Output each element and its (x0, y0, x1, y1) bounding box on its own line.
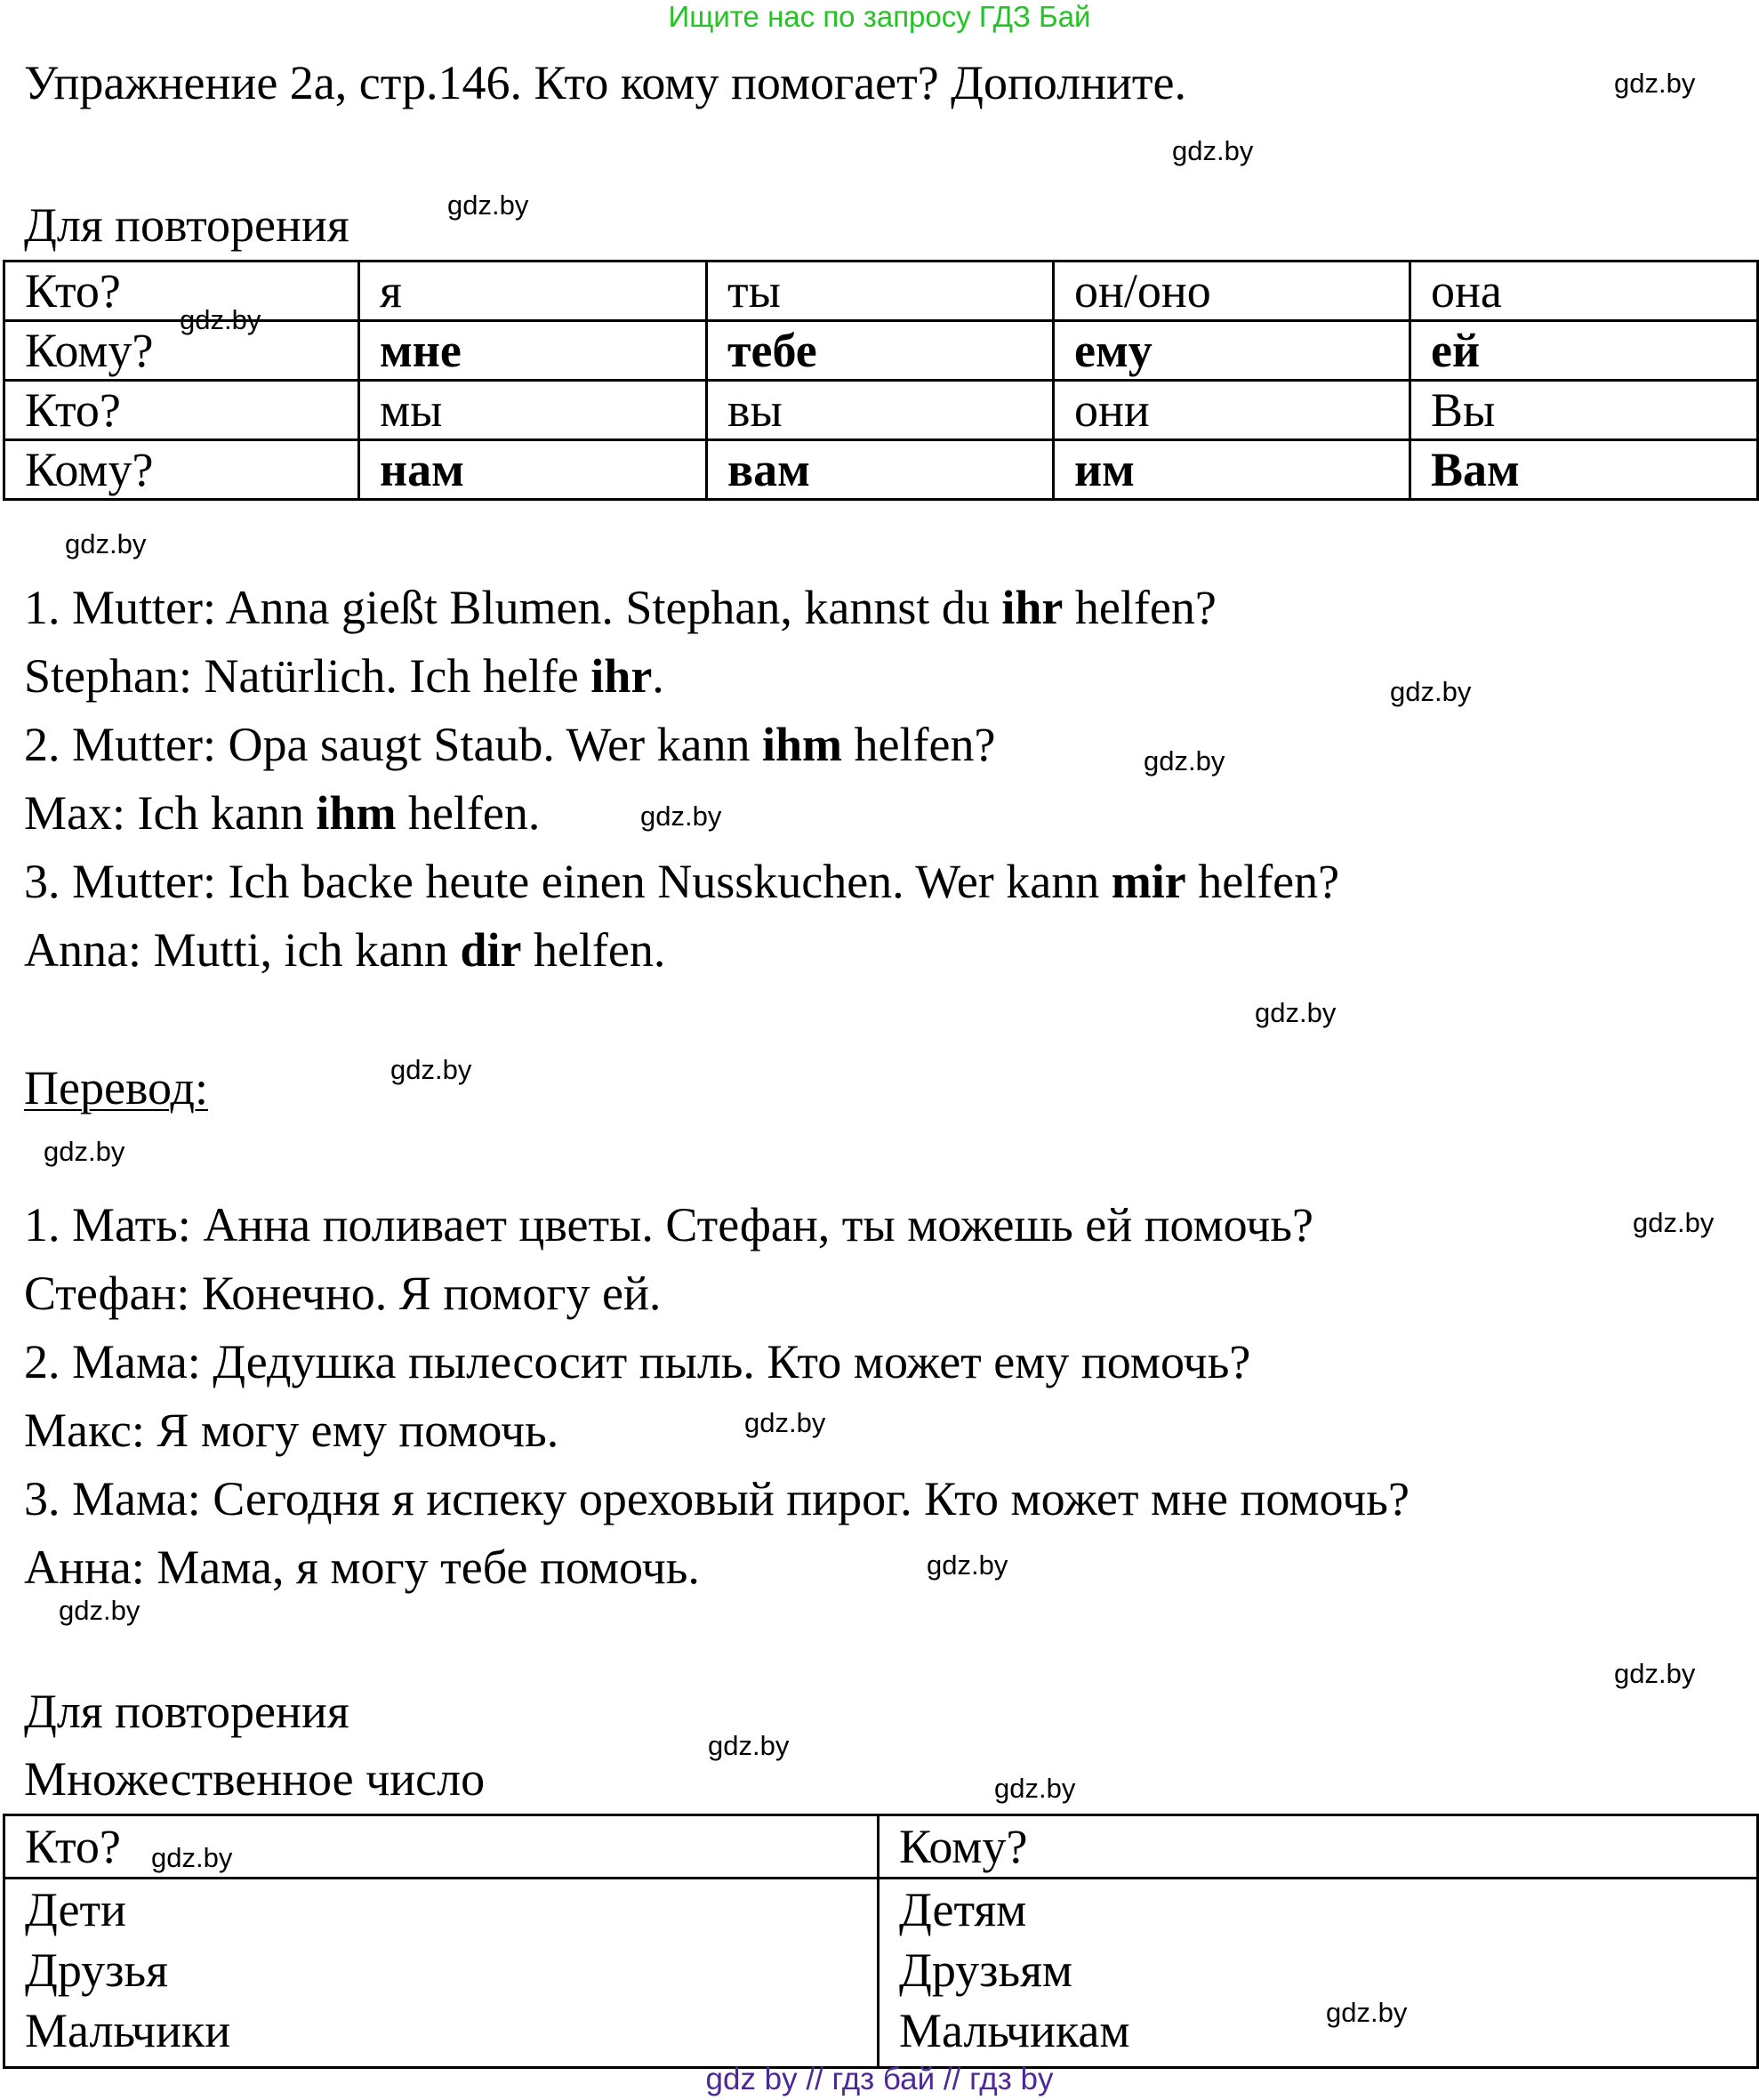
german-line-5: 3. Mutter: Ich backe heute einen Nusskuchen. Wer kann mir helfen? (24, 855, 1340, 908)
list-item: Детям (899, 1883, 1027, 1936)
pronoun-cell: она (1410, 261, 1758, 321)
translation-line-2: Стефан: Конечно. Я помогу ей. (24, 1267, 662, 1320)
footer-links[interactable]: gdz by // гдз бай // гдз by (705, 2062, 1054, 2096)
watermark: gdz.by (1144, 745, 1225, 776)
list-item: Дети (25, 1883, 126, 1936)
translation-heading: Перевод: (24, 1061, 208, 1114)
watermark: gdz.by (744, 1407, 826, 1438)
list-item: Друзьям (899, 1943, 1073, 1997)
pronoun-cell: Вы (1410, 381, 1758, 440)
translation-line-6: Анна: Мама, я могу тебе помочь. (24, 1541, 700, 1594)
pronoun-cell: он/оно (1054, 261, 1410, 321)
row-label: Кому? (4, 440, 359, 500)
pronoun-cell: мне (359, 321, 707, 381)
pronoun-cell: вы (707, 381, 1054, 440)
watermark: gdz.by (994, 1773, 1076, 1804)
german-line-1: 1. Mutter: Anna gießt Blumen. Stephan, kannst du ihr helfen? (24, 581, 1217, 634)
watermark: gdz.by (708, 1730, 790, 1761)
list-item: Мальчикам (899, 2004, 1130, 2057)
row-label: Кто? (4, 261, 359, 321)
watermark: gdz.by (390, 1054, 472, 1085)
pronouns-table (3, 260, 1759, 501)
top-banner[interactable]: Ищите нас по запросу ГДЗ Бай (668, 0, 1091, 33)
watermark: gdz.by (1326, 1997, 1408, 2028)
watermark: gdz.by (65, 528, 147, 559)
watermark: gdz.by (447, 189, 529, 221)
german-line-2: Stephan: Natürlich. Ich helfe ihr. (24, 649, 664, 703)
table-row (4, 261, 1758, 321)
plural-header-who: Кто? (4, 1815, 879, 1879)
plural-header-whom: Кому? (879, 1815, 1758, 1879)
plural-whom-cell (879, 1879, 1758, 2068)
row-label: Кто? (4, 381, 359, 440)
watermark: gdz.by (44, 1136, 125, 1167)
table-row (4, 321, 1758, 381)
section2-subheading: Множественное число (24, 1752, 486, 1806)
list-item: Друзья (25, 1943, 168, 1997)
watermark: gdz.by (59, 1595, 141, 1626)
pronoun-cell: я (359, 261, 707, 321)
table-row (4, 440, 1758, 500)
table-row (4, 1879, 1758, 2068)
watermark: gdz.by (1390, 676, 1472, 707)
exercise-title: Упражнение 2а, стр.146. Кто кому помогает? Дополните. (24, 56, 1186, 109)
watermark: gdz.by (1255, 997, 1337, 1028)
watermark: gdz.by (151, 1842, 233, 1873)
translation-line-3: 2. Мама: Дедушка пылесосит пыль. Кто может ему помочь? (24, 1335, 1251, 1388)
watermark: gdz.by (640, 801, 722, 832)
german-line-6: Anna: Mutti, ich kann dir helfen. (24, 923, 666, 977)
watermark: gdz.by (1172, 135, 1254, 166)
watermark: gdz.by (1614, 1658, 1696, 1689)
pronoun-cell: вам (707, 440, 1054, 500)
translation-line-5: 3. Мама: Сегодня я испеку ореховый пирог. Кто может мне помочь? (24, 1472, 1410, 1525)
section1-heading: Для повторения (24, 198, 349, 252)
watermark: gdz.by (1614, 68, 1696, 99)
watermark: gdz.by (927, 1549, 1008, 1581)
table-row (4, 381, 1758, 440)
translation-line-1: 1. Мать: Анна поливает цветы. Стефан, ты можешь ей помочь? (24, 1198, 1313, 1251)
german-line-4: Max: Ich kann ihm helfen. (24, 786, 541, 840)
watermark: gdz.by (1633, 1207, 1715, 1238)
pronoun-cell: тебе (707, 321, 1054, 381)
german-line-3: 2. Mutter: Opa saugt Staub. Wer kann ihm helfen? (24, 718, 996, 771)
pronoun-cell: они (1054, 381, 1410, 440)
row-label: Кому? (4, 321, 359, 381)
table-row (4, 1815, 1758, 1879)
pronoun-cell: ей (1410, 321, 1758, 381)
section2-heading: Для повторения (24, 1685, 349, 1738)
list-item: Мальчики (25, 2004, 231, 2057)
pronoun-cell: Вам (1410, 440, 1758, 500)
plural-table (3, 1814, 1759, 2069)
watermark: gdz.by (180, 304, 261, 335)
pronoun-cell: нам (359, 440, 707, 500)
translation-line-4: Макс: Я могу ему помочь. (24, 1404, 559, 1457)
pronoun-cell: ему (1054, 321, 1410, 381)
pronoun-cell: ты (707, 261, 1054, 321)
pronoun-cell: мы (359, 381, 707, 440)
pronoun-cell: им (1054, 440, 1410, 500)
plural-who-cell (4, 1879, 879, 2068)
